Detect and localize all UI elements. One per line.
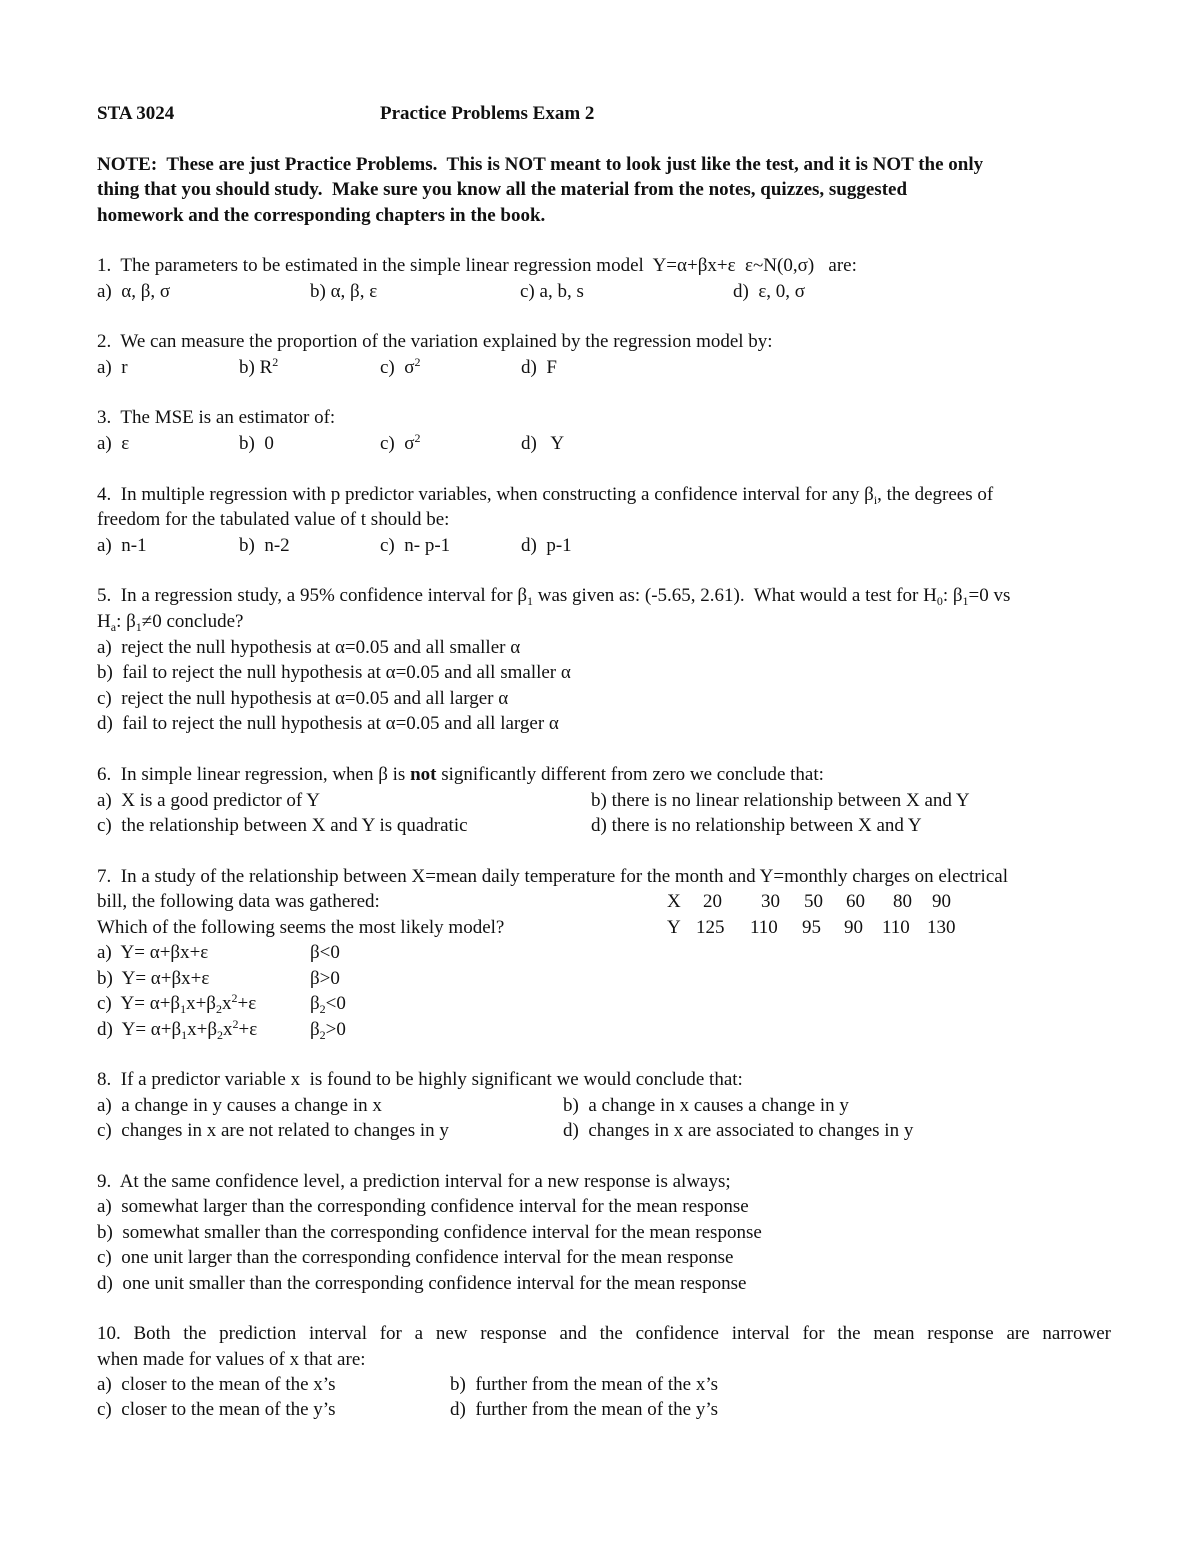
q8-option-b: b) a change in x causes a change in y (563, 1095, 849, 1116)
table-y-value: 125 (696, 917, 725, 938)
q2-option-d: d) F (521, 357, 557, 378)
q10-option-a: a) closer to the mean of the x’s (97, 1374, 336, 1395)
q2-option-a: a) r (97, 357, 128, 378)
q3-option-d: d) Y (521, 433, 565, 454)
q2-option-c: c) $\sigma^2$ (380, 355, 421, 378)
q6-stem: 6. In simple linear regression, when β is not significantly different from zero we conclude that: (97, 764, 824, 785)
q7-option-a: a) Y= α+βx+ε (97, 942, 209, 963)
table-x-value: 80 (893, 891, 912, 912)
q2-option-b: b) $R^2$ (239, 355, 279, 378)
q4-option-a: a) n-1 (97, 535, 147, 556)
q5-option-d: d) fail to reject the null hypothesis at α=0.05 and all larger α (97, 713, 559, 734)
q5-stem-line-2: $H_a$: $\beta_1\ne 0$ conclude? (97, 611, 244, 634)
q7-option-c-condition: $\beta_2<0$ (310, 993, 346, 1016)
q8-stem: 8. If a predictor variable x is found to be highly significant we would conclude that: (97, 1069, 743, 1090)
q7-option-c: c) $Y= \alpha+\beta_1x+\beta_2x^2+\varepsilon$ (97, 991, 257, 1016)
q3-stem: 3. The MSE is an estimator of: (97, 407, 336, 428)
note-line-3: homework and the corresponding chapters in the book. (97, 205, 546, 226)
table-x-label: X (667, 891, 681, 912)
q6-option-a: a) X is a good predictor of Y (97, 790, 321, 811)
q7-option-b: b) Y= α+βx+ε (97, 968, 210, 989)
q4-option-b: b) n-2 (239, 535, 290, 556)
table-y-value: 90 (844, 917, 863, 938)
q10-stem-line-2: when made for values of x that are: (97, 1349, 366, 1370)
q9-option-b: b) somewhat smaller than the corresponding confidence interval for the mean response (97, 1222, 762, 1243)
q6-option-b: b) there is no linear relationship between X and Y (591, 790, 970, 811)
page-title: Practice Problems Exam 2 (380, 103, 595, 124)
table-x-value: 50 (804, 891, 823, 912)
q10-option-c: c) closer to the mean of the y’s (97, 1399, 336, 1420)
q1-option-b: b) α, β, ε (310, 281, 378, 302)
q6-option-c: c) the relationship between X and Y is quadratic (97, 815, 468, 836)
q5-option-c: c) reject the null hypothesis at α=0.05 and all larger α (97, 688, 509, 709)
q4-option-d: d) p-1 (521, 535, 572, 556)
q5-stem: 5. In a regression study, a 95% confidence interval for $\beta_1$ was given as: (-5.65, 2.61). What would a test for $H_0$: $\beta_1=0$ vs (97, 585, 1011, 608)
q3-option-a: a) ε (97, 433, 130, 454)
q7-option-b-condition: β>0 (310, 968, 340, 989)
table-y-value: 95 (802, 917, 821, 938)
q8-option-c: c) changes in x are not related to changes in y (97, 1120, 449, 1141)
q10-option-d: d) further from the mean of the y’s (450, 1399, 719, 1420)
q1-option-c: c) a, b, s (520, 281, 584, 302)
q7-option-d: d) $Y= \alpha+\beta_1x+\beta_2x^2+\varepsilon$ (97, 1017, 258, 1042)
q5-option-a: a) reject the null hypothesis at α=0.05 and all smaller α (97, 637, 521, 658)
q2-stem: 2. We can measure the proportion of the variation explained by the regression model by: (97, 331, 773, 352)
q3-option-c: c) $\sigma^2$ (380, 431, 421, 454)
note-line-1: NOTE: These are just Practice Problems. This is NOT meant to look just like the test, and it is NOT the only (97, 154, 984, 175)
q7-option-d-condition: $\beta_2>0$ (310, 1019, 346, 1042)
q9-stem: 9. At the same confidence level, a prediction interval for a new response is always; (97, 1171, 731, 1192)
q9-option-c: c) one unit larger than the corresponding confidence interval for the mean response (97, 1247, 734, 1268)
q6-option-d: d) there is no relationship between X and Y (591, 815, 922, 836)
table-y-value: 110 (750, 917, 778, 938)
q1-option-d: d) ε, 0, σ (733, 281, 806, 302)
table-y-value: 130 (927, 917, 956, 938)
table-x-value: 90 (932, 891, 951, 912)
q9-option-a: a) somewhat larger than the corresponding confidence interval for the mean response (97, 1196, 749, 1217)
q4-stem: 4. In multiple regression with p predictor variables, when constructing a confidence interval for any $\beta_i$, the degrees of (97, 484, 994, 507)
table-x-value: 60 (846, 891, 865, 912)
q7-option-a-condition: β<0 (310, 942, 340, 963)
table-y-value: 110 (882, 917, 910, 938)
q1-option-a: a) α, β, σ (97, 281, 171, 302)
q8-option-d: d) changes in x are associated to changes in y (563, 1120, 914, 1141)
q10-option-b: b) further from the mean of the x’s (450, 1374, 719, 1395)
note-line-2: thing that you should study. Make sure you know all the material from the notes, quizzes, suggested (97, 179, 908, 200)
q7-stem-line-2: bill, the following data was gathered: (97, 891, 380, 912)
q8-option-a: a) a change in y causes a change in x (97, 1095, 382, 1116)
course-code: STA 3024 (97, 103, 175, 124)
table-x-value: 30 (761, 891, 780, 912)
q4-stem-line-2: freedom for the tabulated value of t should be: (97, 509, 450, 530)
q7-stem-line-3: Which of the following seems the most likely model? (97, 917, 505, 938)
q4-option-c: c) n- p-1 (380, 535, 451, 556)
q3-option-b: b) 0 (239, 433, 274, 454)
q1-stem: 1. The parameters to be estimated in the simple linear regression model Y=α+βx+ε ε~N(0,σ) are: (97, 255, 857, 276)
q9-option-d: d) one unit smaller than the corresponding confidence interval for the mean response (97, 1273, 747, 1294)
q7-stem: 7. In a study of the relationship between X=mean daily temperature for the month and Y=monthly charges on electrical (97, 866, 1008, 887)
table-y-label: Y (667, 917, 681, 938)
q10-stem: 10. Both the prediction interval for a new response and the confidence interval for the mean response are narrower (97, 1323, 1111, 1344)
table-x-value: 20 (703, 891, 722, 912)
q5-option-b: b) fail to reject the null hypothesis at α=0.05 and all smaller α (97, 662, 571, 683)
